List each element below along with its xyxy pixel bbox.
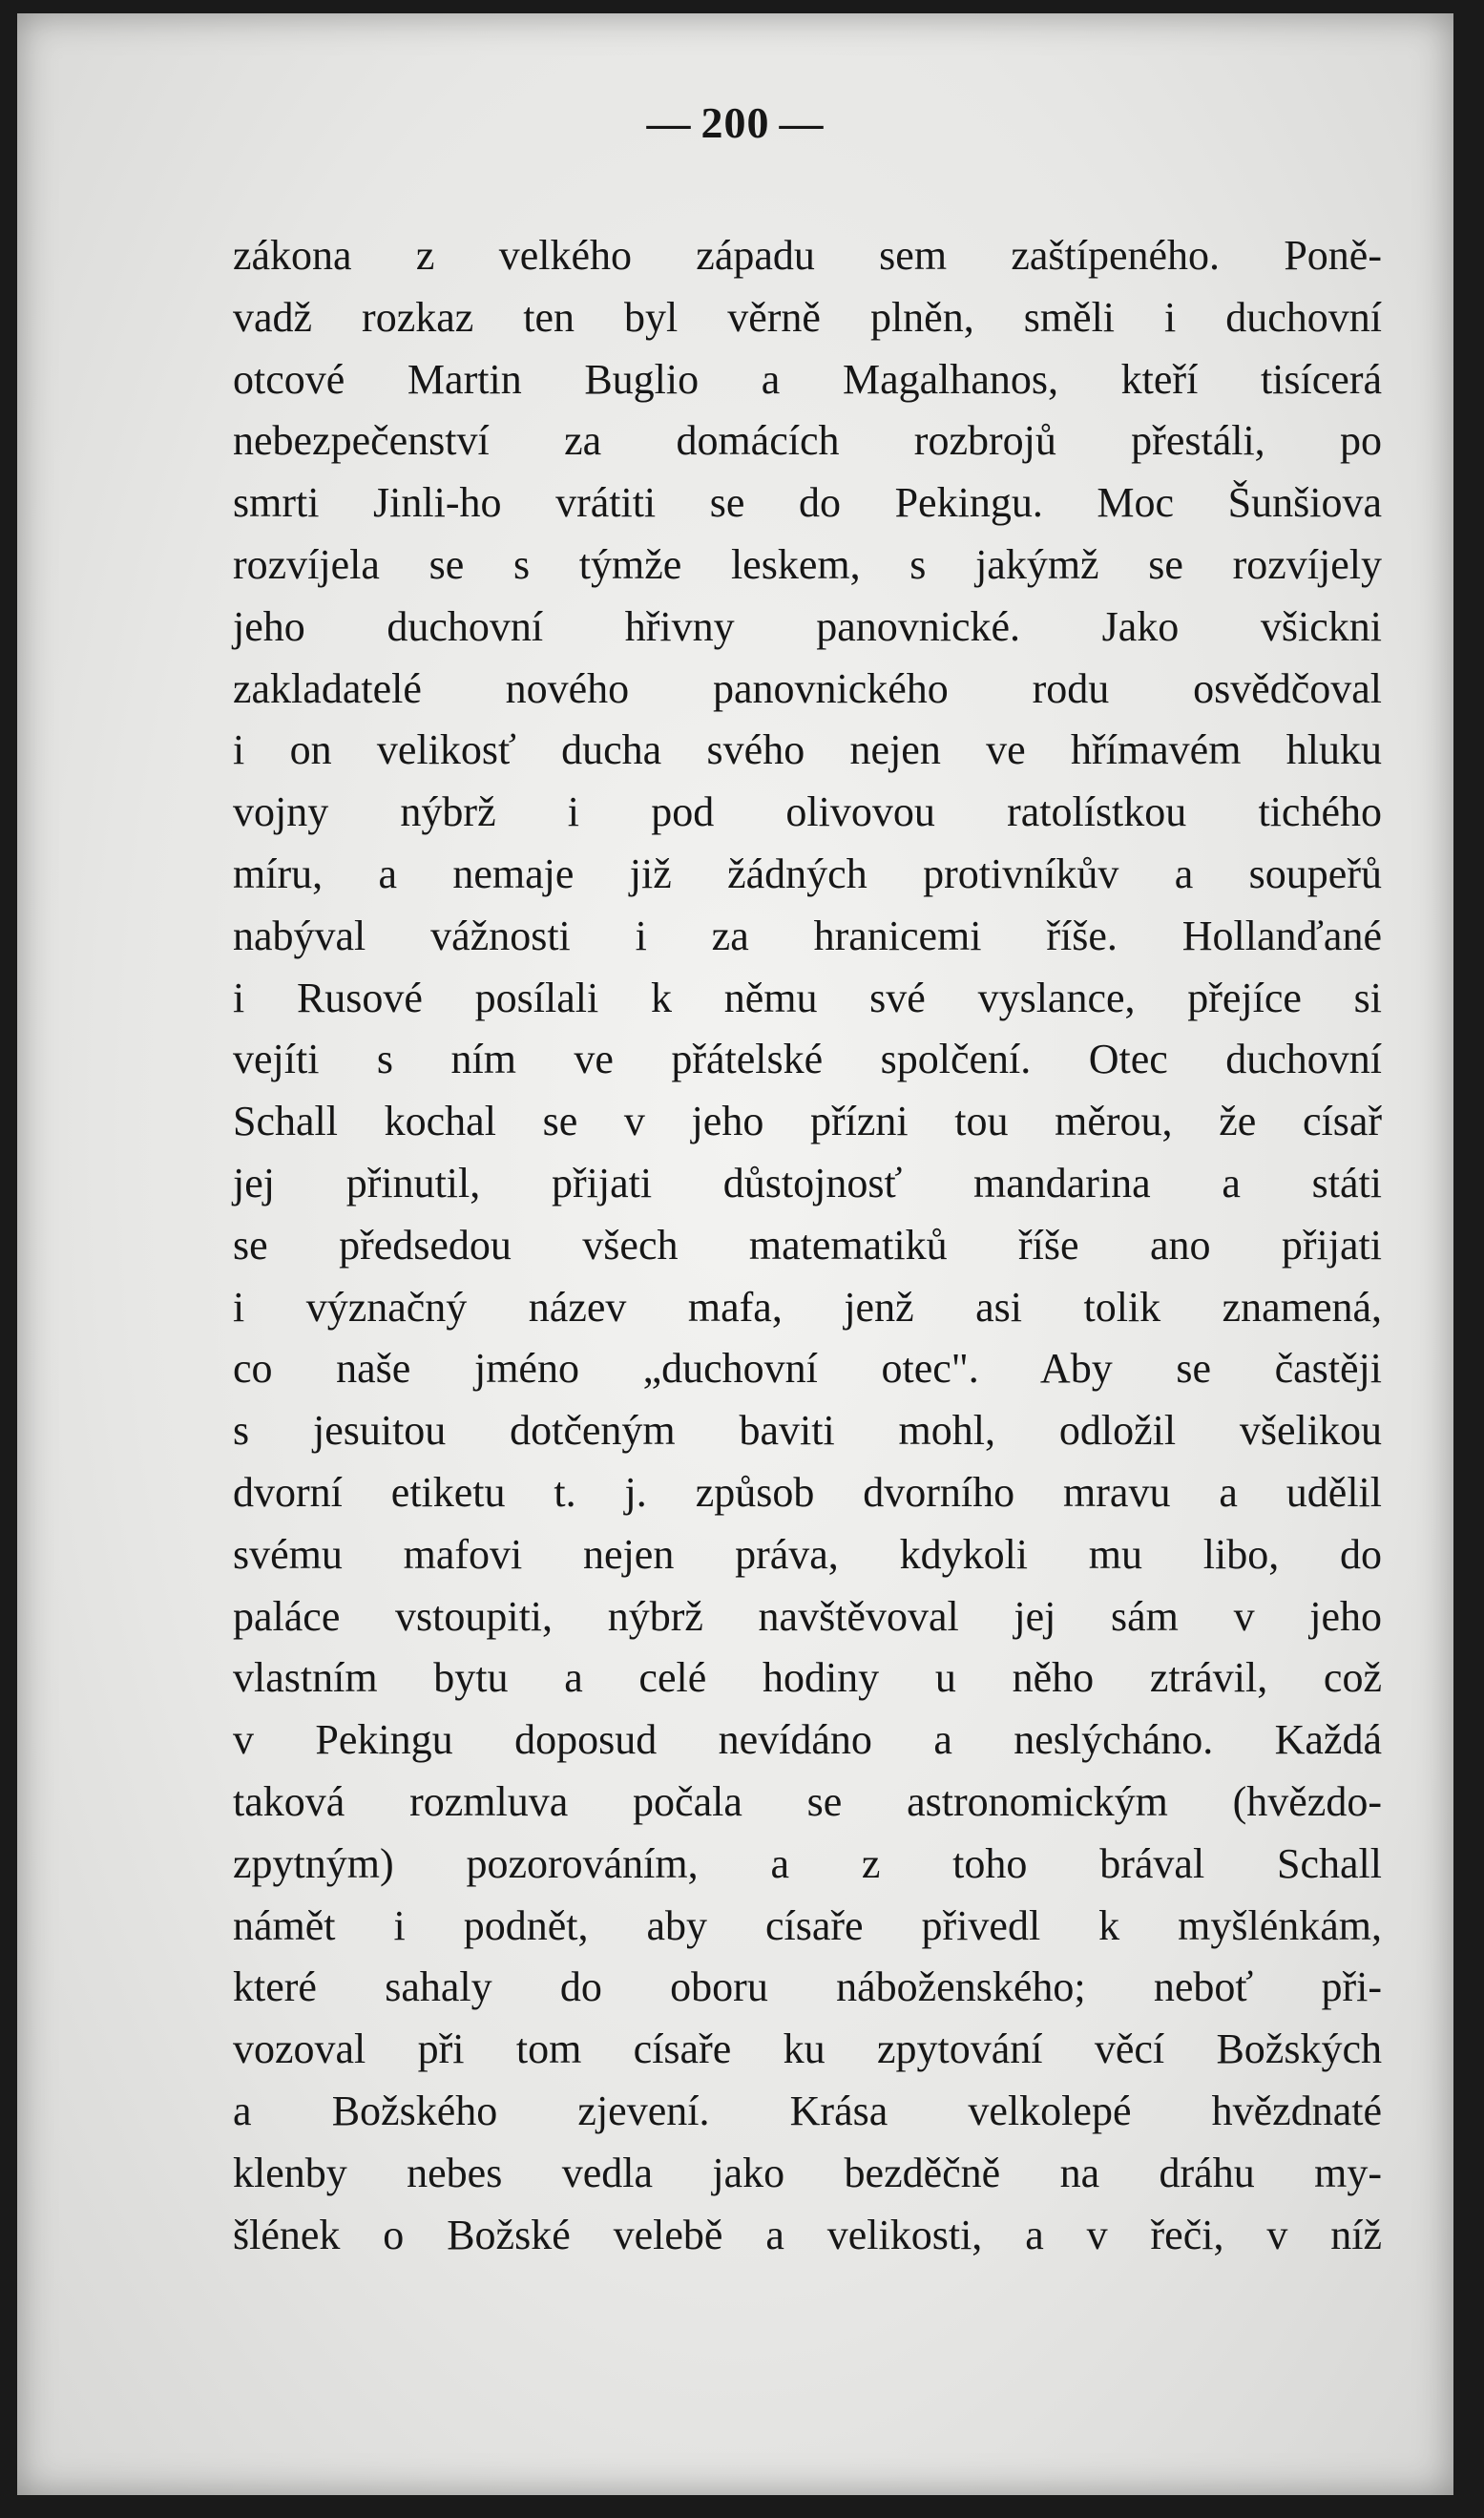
text-line: zákona z velkého západu sem zaštípeného. Poně- — [233, 232, 1382, 279]
text-line: i Rusové posílali k němu své vyslance, přejíce si — [233, 974, 1382, 1021]
text-line: vejíti s ním ve přátelské spolčení. Otec duchovní — [233, 1036, 1382, 1083]
text-line: vlastním bytu a celé hodiny u něho ztrávil, což — [233, 1654, 1382, 1702]
page-number — [17, 97, 1453, 148]
page-number-dash-left: — — [646, 98, 692, 147]
text-line: jeho duchovní hřivny panovnické. Jako všickni — [233, 602, 1382, 650]
text-line: dvorní etiketu t. j. způsob dvorního mravu a udělil — [233, 1468, 1382, 1516]
text-line: paláce vstoupiti, nýbrž navštěvoval jej sám v jeho — [233, 1592, 1382, 1640]
text-line: svému mafovi nejen práva, kdykoli mu libo, do — [233, 1530, 1382, 1578]
text-line: Schall kochal se v jeho přízni tou měrou, že císař — [233, 1098, 1382, 1145]
text-line: vadž rozkaz ten byl věrně plněn, směli i duchovní — [233, 293, 1382, 341]
text-line: které sahaly do oboru náboženského; neboť při- — [233, 1963, 1382, 2011]
text-line: s jesuitou dotčeným baviti mohl, odložil všelikou — [233, 1407, 1382, 1455]
text-line: míru, a nemaje již žádných protivníkův a soupeřů — [233, 850, 1382, 897]
text-line: otcové Martin Buglio a Magalhanos, kteří tisícerá — [233, 355, 1382, 403]
text-line: šlének o Božské velebě a velikosti, a v řeči, v níž — [233, 2211, 1382, 2258]
text-line: nabýval vážnosti i za hranicemi říše. Hollanďané — [233, 912, 1382, 959]
text-line: vozoval při tom císaře ku zpytování věcí Božských — [233, 2025, 1382, 2073]
text-line: v Pekingu doposud nevídáno a neslýcháno. Každá — [233, 1716, 1382, 1764]
text-line: se předsedou všech matematiků říše ano přijati — [233, 1221, 1382, 1269]
text-line: klenby nebes vedla jako bezděčně na dráhu my- — [233, 2149, 1382, 2196]
text-line: a Božského zjevení. Krása velkolepé hvězdnaté — [233, 2087, 1382, 2134]
text-line: i význačný název mafa, jenž asi tolik znamená, — [233, 1283, 1382, 1331]
book-page — [17, 13, 1453, 2495]
page-number-value: 200 — [700, 98, 770, 147]
text-line: jej přinutil, přijati důstojnosť mandarina a státi — [233, 1159, 1382, 1207]
text-line: smrti Jinli-ho vrátiti se do Pekingu. Moc Šunšiova — [233, 479, 1382, 527]
text-line: zpytným) pozorováním, a z toho brával Schall — [233, 1839, 1382, 1887]
text-line: co naše jméno „duchovní otec". Aby se častěji — [233, 1345, 1382, 1393]
text-line: rozvíjela se s týmže leskem, s jakýmž se rozvíjely — [233, 540, 1382, 588]
page-text-body — [233, 225, 1382, 2266]
text-line: zakladatelé nového panovnického rodu osvědčoval — [233, 664, 1382, 712]
text-line: nebezpečenství za domácích rozbrojů přestáli, po — [233, 417, 1382, 465]
text-line: i on velikosť ducha svého nejen ve hřímavém hluku — [233, 726, 1382, 774]
page-number-dash-right: — — [779, 98, 825, 147]
text-line: vojny nýbrž i pod olivovou ratolístkou tichého — [233, 788, 1382, 836]
text-line: taková rozmluva počala se astronomickým (hvězdo- — [233, 1777, 1382, 1825]
text-line: námět i podnět, aby císaře přivedl k myšlénkám, — [233, 1901, 1382, 1949]
